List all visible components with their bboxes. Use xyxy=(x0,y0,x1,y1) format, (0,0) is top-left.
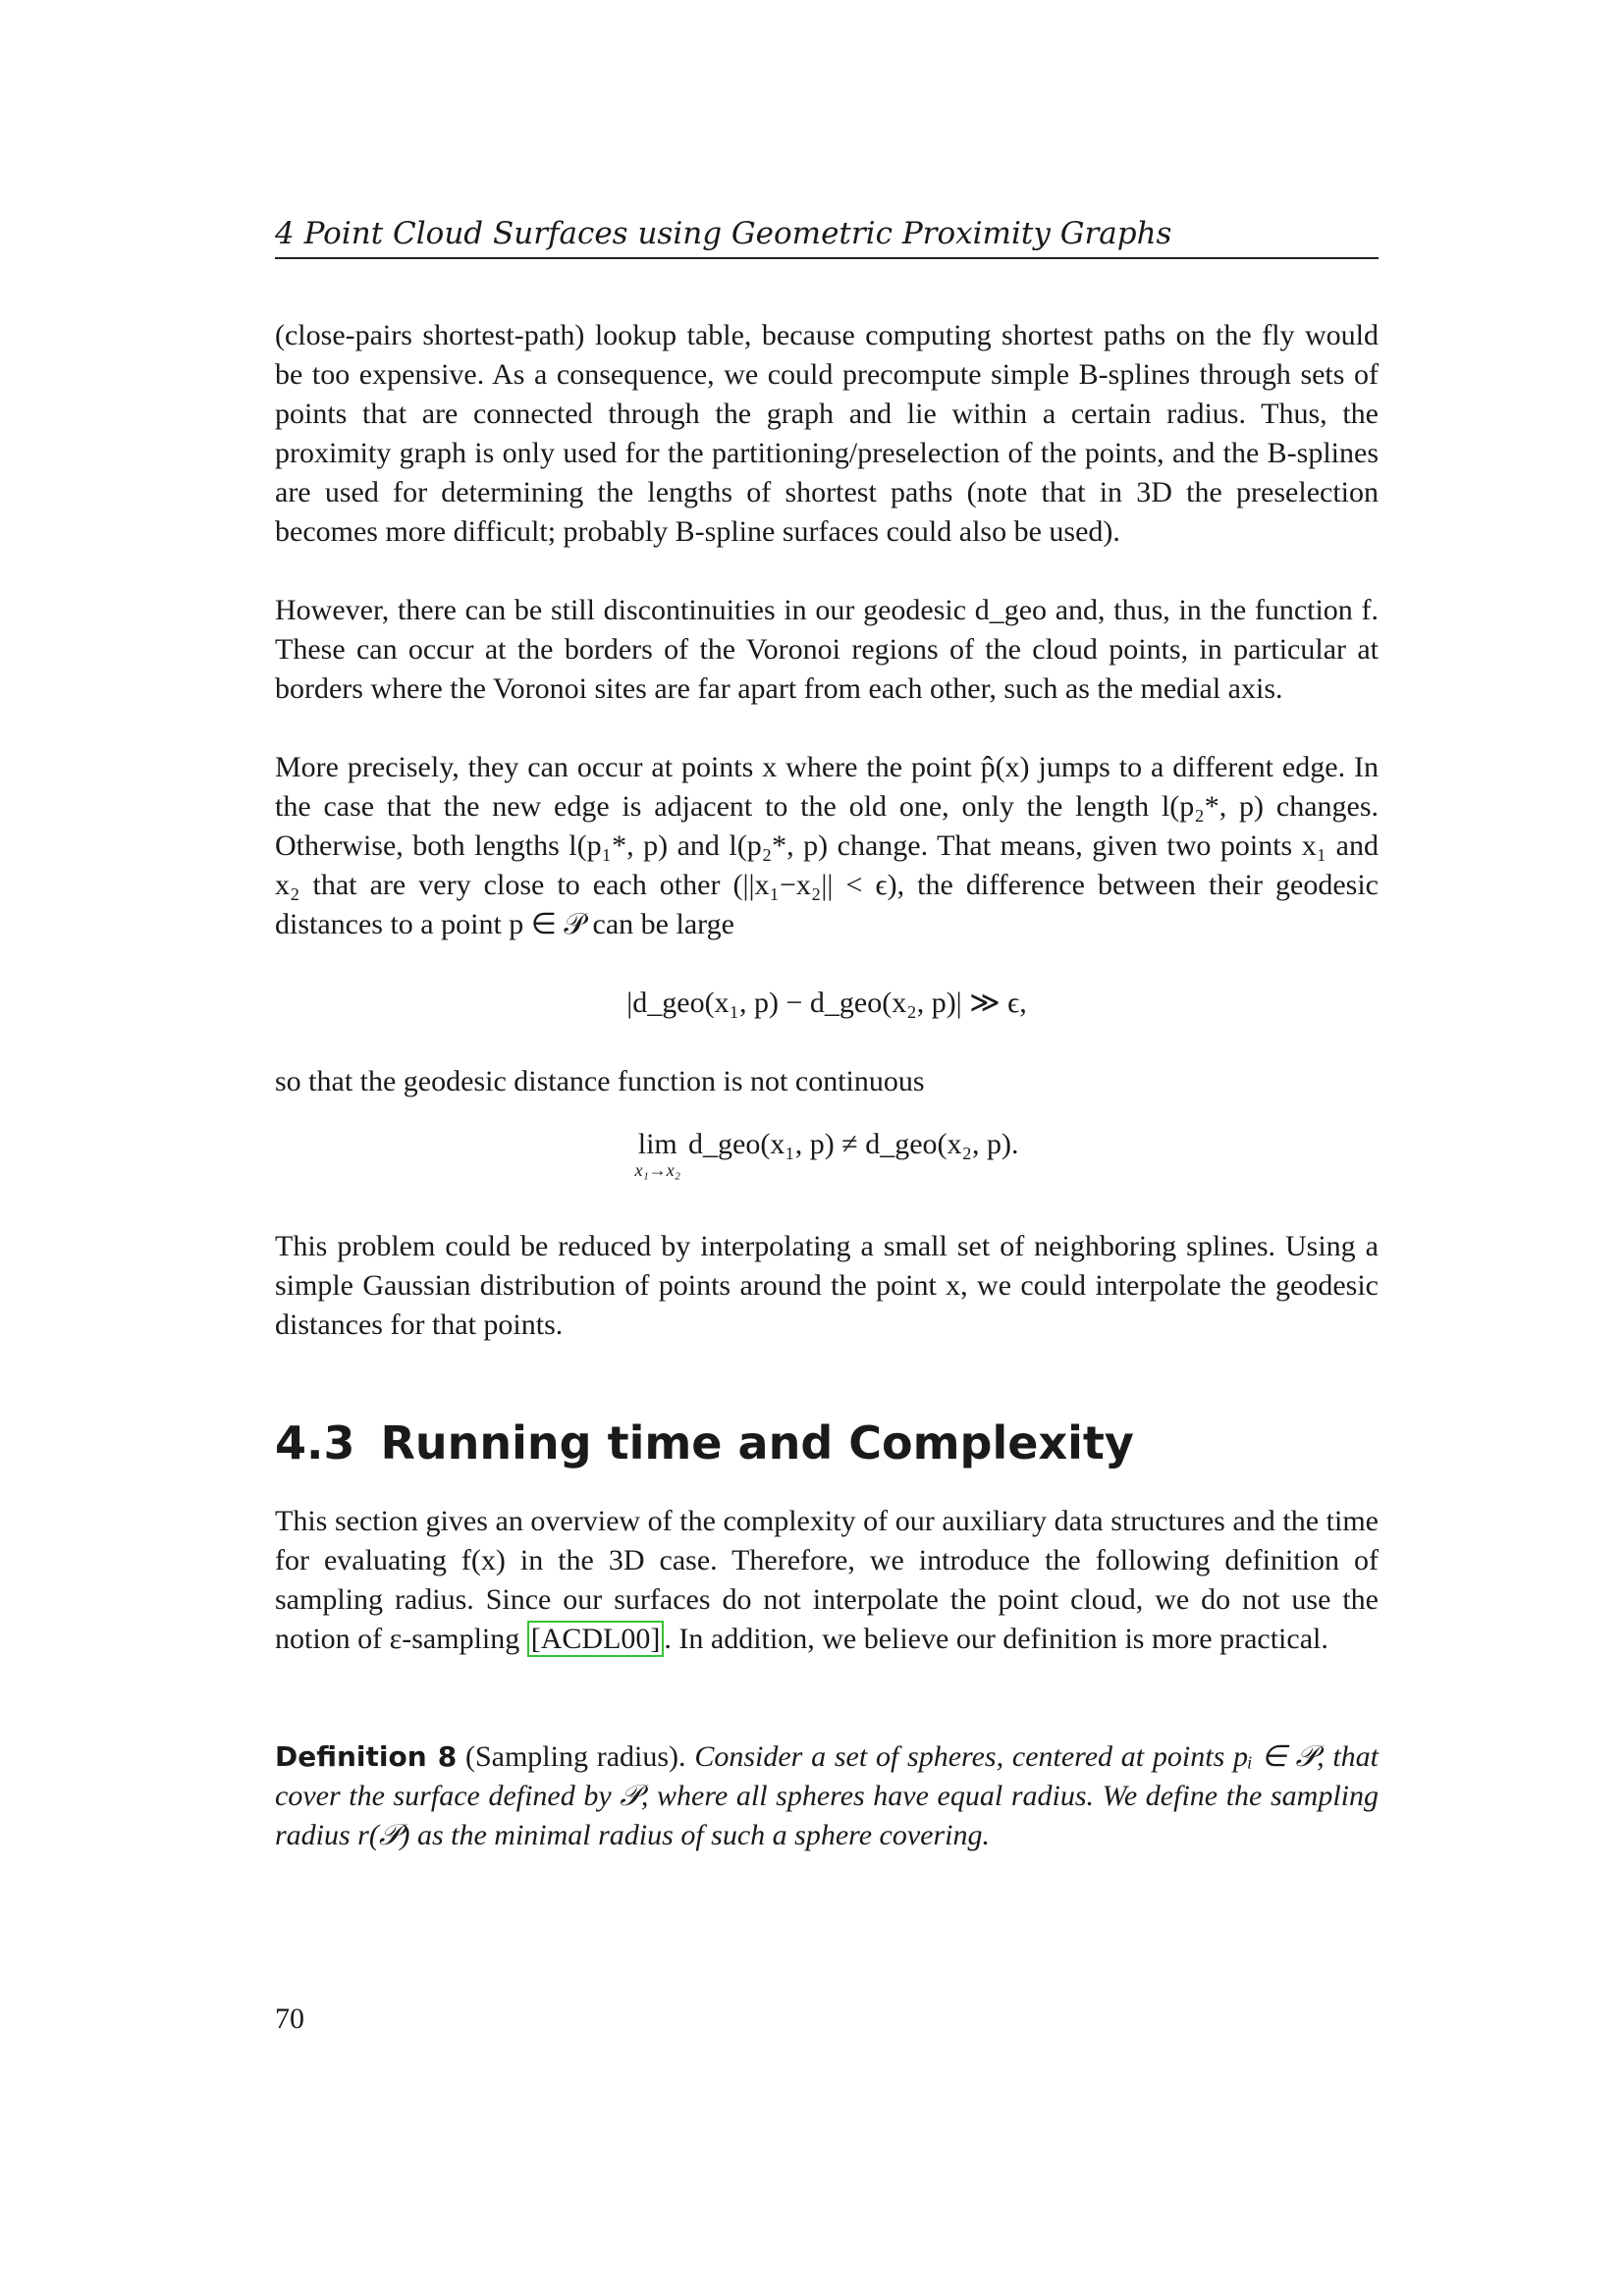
limit-word: lim xyxy=(637,1128,677,1160)
limit-operator xyxy=(635,1129,681,1180)
intro-text-after-citation: . In addition, we believe our definition is more practical. xyxy=(664,1623,1328,1655)
equation-limit xyxy=(275,1129,1379,1180)
paragraph-not-continuous xyxy=(275,1062,1379,1101)
paragraph-text: (close-pairs shortest-path) lookup table, because computing shortest paths on the fly would be too expensive. As a consequence, we could precompute simple B-splines through sets of points that are connected through the graph and lie within a certain radius. Thus, the proximity graph is only used for the partitioning/preselection of the points, and the B-splines are used for determining the lengths of shortest paths (note that in 3D the preselection becomes more difficult; probably B-spline surfaces could also be used). xyxy=(275,319,1379,548)
section-heading xyxy=(275,1414,1379,1472)
paragraph-text: More precisely, they can occur at points x where the point p̂(x) jumps to a different edge. In the case that the new edge is adjacent to the old one, only the length l(p₂*, p) changes. Otherwise, both lengths l(p₁*, p) and l(p₂*, p) change. That means, given two points x₁ and x₂ that are very close to each other (||x₁−x₂|| < ϵ), the difference between their geodesic distances to a point p ∈ 𝒫 can be large xyxy=(275,751,1379,940)
section-title: Running time and Complexity xyxy=(380,1416,1134,1469)
limit-expression: d_geo(x₁, p) ≠ d_geo(x₂, p). xyxy=(688,1128,1019,1160)
paragraph-text xyxy=(275,1502,1379,1659)
paragraph-section-intro xyxy=(275,1502,1379,1659)
intro-text-before-citation: This section gives an overview of the complexity of our auxiliary data structures and the time for evaluating f(x) in the 3D case. Therefore, we introduce the following definition of sampling radius. Since our surfaces do not interpolate the point cloud, we do not use the notion of ε-sampling xyxy=(275,1505,1379,1655)
equation-geodesic-difference xyxy=(275,986,1379,1020)
definition-block xyxy=(275,1737,1379,1855)
paragraph-discontinuities xyxy=(275,591,1379,709)
paragraph-text: However, there can be still discontinuities in our geodesic d_geo and, thus, in the function f. These can occur at the borders of the Voronoi regions of the cloud points, in particular at borders where the Voronoi sites are far apart from each other, such as the medial axis. xyxy=(275,594,1379,705)
equation-text: |d_geo(x₁, p) − d_geo(x₂, p)| ≫ ϵ, xyxy=(626,987,1027,1019)
limit-subscript: x₁→x₂ xyxy=(634,1160,680,1180)
definition-label: Definition 8 xyxy=(275,1740,458,1773)
definition-name: (Sampling radius). xyxy=(464,1740,686,1773)
citation-link[interactable]: [ACDL00] xyxy=(527,1621,665,1657)
section-number: 4.3 xyxy=(275,1416,355,1469)
page-number: 70 xyxy=(275,2002,304,2035)
running-header: 4 Point Cloud Surfaces using Geometric Proximity Graphs xyxy=(275,214,1379,259)
definition-body: Consider a set of spheres, centered at points pᵢ ∈ 𝒫, that cover the surface defined by 𝒫, where all spheres have equal radius. We define the sampling radius r(𝒫) as the minimal radius of such a sphere covering. xyxy=(275,1740,1380,1851)
paragraph-interpolation xyxy=(275,1227,1379,1345)
paragraph-text: This problem could be reduced by interpolating a small set of neighboring splines. Using a simple Gaussian distribution of points around the point x, we could interpolate the geodesic distances for that points. xyxy=(275,1230,1379,1341)
paragraph-shortest-paths xyxy=(275,316,1379,552)
paragraph-text: so that the geodesic distance function is not continuous xyxy=(275,1065,925,1097)
paragraph-precise-discontinuity xyxy=(275,748,1379,944)
